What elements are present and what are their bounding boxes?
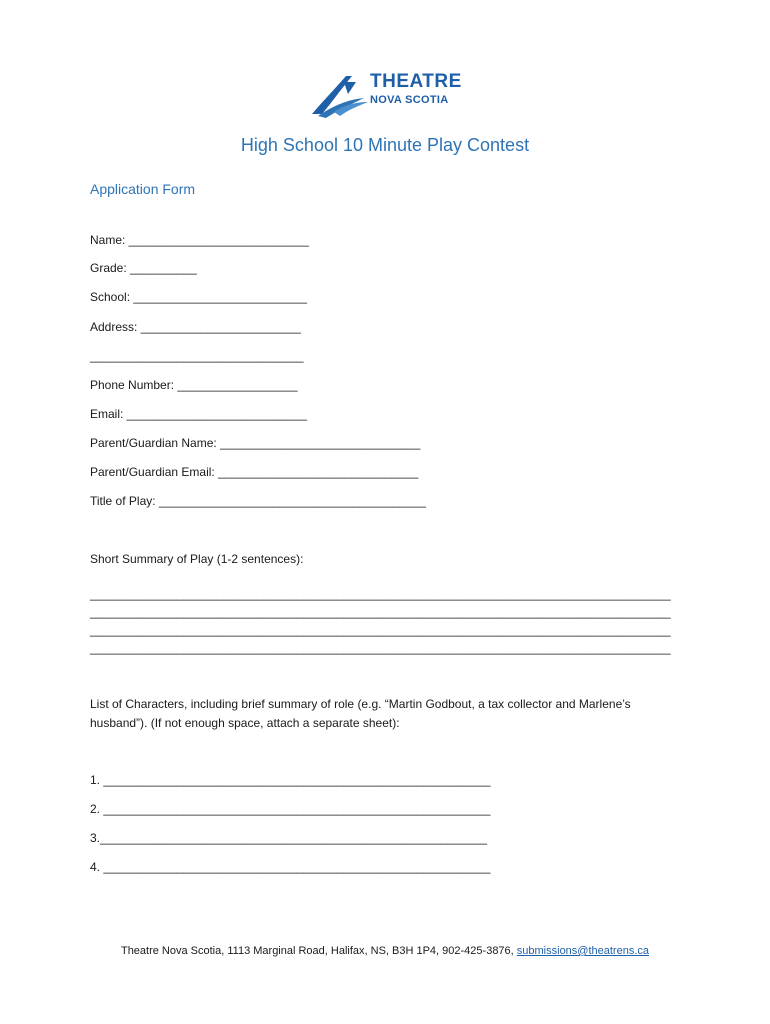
address-line-2-field[interactable]: ________________________________	[90, 349, 304, 363]
theatre-nova-scotia-logo	[308, 72, 468, 120]
page-title: High School 10 Minute Play Contest	[240, 135, 530, 155]
name-field[interactable]: Name: ___________________________	[90, 233, 309, 247]
email-field[interactable]: Email: ___________________________	[90, 407, 307, 421]
guardian-email-field[interactable]: Parent/Guardian Email: ______________________________	[90, 465, 419, 479]
characters-label-continued: husband”). (If not enough space, attach a separate sheet):	[90, 716, 400, 730]
summary-label: Short Summary of Play (1-2 sentences):	[90, 552, 304, 566]
phone-number-field[interactable]: Phone Number: __________________	[90, 378, 298, 392]
character-line-3[interactable]: 3.__________________________________________________________	[90, 831, 488, 845]
logo-text-nova-scotia: NOVA SCOTIA	[370, 94, 449, 106]
play-title-field[interactable]: Title of Play: ________________________________________	[90, 494, 426, 508]
form-subtitle: Application Form	[90, 181, 196, 197]
grade-field[interactable]: Grade: __________	[90, 261, 197, 275]
character-line-4[interactable]: 4. __________________________________________________________	[90, 860, 491, 874]
summary-line[interactable]: _______________________________________________________________________________________	[90, 587, 671, 601]
summary-line[interactable]: _______________________________________________________________________________________	[90, 641, 671, 655]
guardian-name-field[interactable]: Parent/Guardian Name: ______________________________	[90, 436, 421, 450]
character-line-1[interactable]: 1. __________________________________________________________	[90, 773, 491, 787]
logo-text-theatre: THEATRE	[370, 71, 462, 92]
footer-address: Theatre Nova Scotia, 1113 Marginal Road, Halifax, NS, B3H 1P4, 902-425-3876,	[120, 945, 517, 957]
summary-line[interactable]: _______________________________________________________________________________________	[90, 623, 671, 637]
characters-label: List of Characters, including brief summary of role (e.g. “Martin Godbout, a tax collector and Marlene’s	[90, 697, 631, 711]
character-line-2[interactable]: 2. __________________________________________________________	[90, 802, 491, 816]
summary-line[interactable]: _______________________________________________________________________________________	[90, 605, 671, 619]
logo-wave-icon	[308, 72, 370, 120]
footer	[0, 945, 770, 957]
address-field[interactable]: Address: ________________________	[90, 320, 301, 334]
submissions-email-link[interactable]: submissions@theatrens.ca	[516, 945, 650, 957]
school-field[interactable]: School: __________________________	[90, 290, 307, 304]
